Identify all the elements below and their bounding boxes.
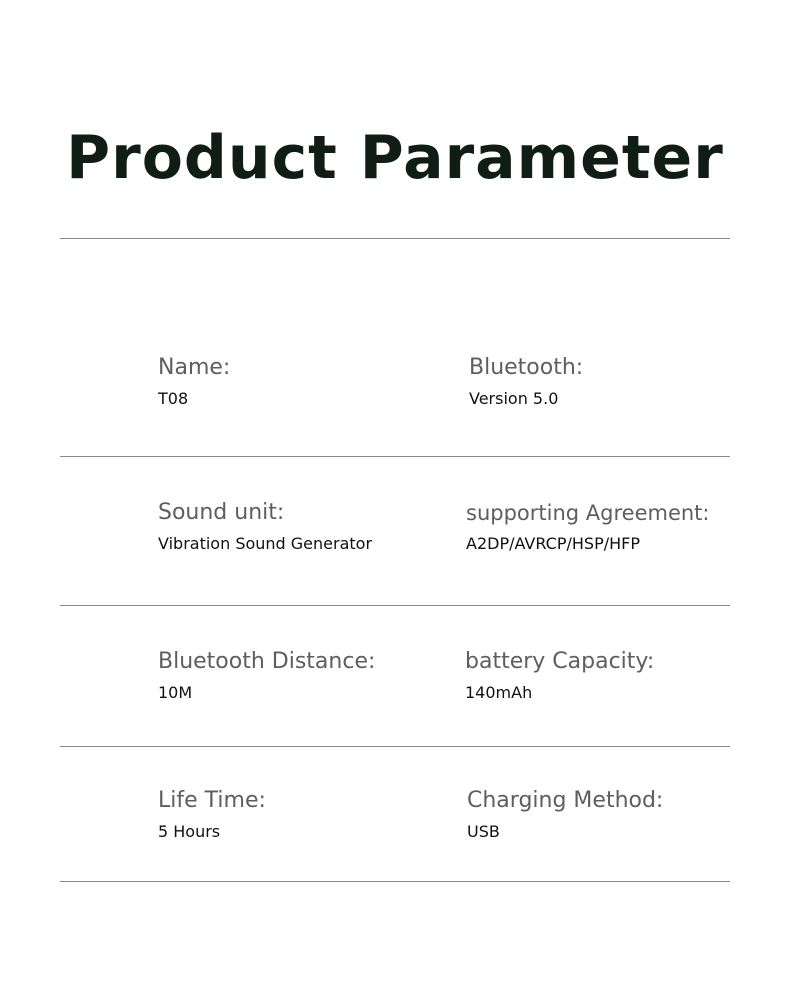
param-label: battery Capacity: <box>465 649 655 674</box>
param-value: Version 5.0 <box>469 389 559 408</box>
param-value: 10M <box>158 683 193 702</box>
param-charging-method <box>467 787 663 843</box>
param-value: Vibration Sound Generator <box>158 534 373 553</box>
divider <box>60 605 730 606</box>
param-battery-capacity <box>465 648 654 704</box>
param-value: 5 Hours <box>158 822 221 841</box>
param-value: USB <box>467 822 500 841</box>
param-label: Charging Method: <box>467 788 664 813</box>
param-label: Sound unit: <box>158 500 285 525</box>
param-life-time <box>158 787 266 843</box>
param-supporting-agreement <box>466 499 709 555</box>
divider <box>60 881 730 882</box>
param-bluetooth-distance <box>158 648 375 704</box>
param-label: Life Time: <box>158 788 266 813</box>
divider <box>60 238 730 239</box>
page-title: Product Parameter <box>66 123 724 193</box>
param-value: T08 <box>158 389 189 408</box>
param-label: Bluetooth Distance: <box>158 649 376 674</box>
param-label: Name: <box>158 355 231 380</box>
param-name <box>158 354 230 410</box>
param-bluetooth <box>469 354 583 410</box>
divider <box>60 746 730 747</box>
param-value: 140mAh <box>465 683 533 702</box>
param-label: Bluetooth: <box>469 355 584 380</box>
param-sound-unit <box>158 499 372 555</box>
param-value: A2DP/AVRCP/HSP/HFP <box>466 534 640 553</box>
param-label: supporting Agreement: <box>466 501 710 525</box>
divider <box>60 456 730 457</box>
